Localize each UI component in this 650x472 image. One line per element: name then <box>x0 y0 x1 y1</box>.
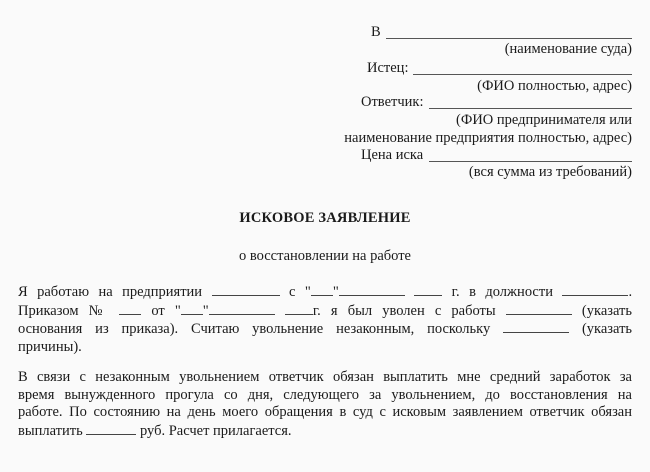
para1-line-1 <box>18 283 632 302</box>
order-number-blank[interactable] <box>119 302 141 315</box>
defendant-hint-1: (ФИО предпринимателя или <box>456 112 632 128</box>
paragraph-employment <box>18 283 632 356</box>
text: Приказом № <box>18 302 110 319</box>
start-day-blank[interactable] <box>311 283 333 296</box>
order-day-blank[interactable] <box>181 302 203 315</box>
text: Я работаю на предприятии <box>18 284 203 300</box>
para2-line-3: работе. По состоянию на день моего обращения в суд с исковым заявлением ответчик обязан <box>18 404 632 420</box>
text: выплатить <box>18 422 83 439</box>
text: " <box>332 284 339 300</box>
document-title: ИСКОВОЕ ЗАЯВЛЕНИЕ <box>239 210 411 226</box>
paragraph-compensation <box>18 369 632 440</box>
amount-blank[interactable] <box>86 422 136 435</box>
document-subtitle: о восстановлении на работе <box>238 248 411 264</box>
order-year-blank[interactable] <box>285 302 313 315</box>
defendant-blank[interactable] <box>429 108 632 109</box>
text: руб. Расчет прилагается. <box>139 422 292 439</box>
text: от " <box>151 302 181 319</box>
plaintiff-label: Истец: <box>367 60 409 76</box>
start-month-blank[interactable] <box>339 283 405 296</box>
order-month-blank[interactable] <box>209 302 275 315</box>
claim-price-hint: (вся сумма из требований) <box>468 164 632 180</box>
para1-line-2 <box>18 302 632 321</box>
dismissal-basis-blank[interactable] <box>506 302 572 315</box>
plaintiff-blank[interactable] <box>413 74 632 75</box>
reason-blank[interactable] <box>503 320 569 333</box>
text: (указать <box>581 302 632 319</box>
start-year-blank[interactable] <box>414 283 442 296</box>
para2-line-1: В связи с незаконным увольнением ответчик обязан выплатить мне средний заработок за <box>18 369 632 385</box>
court-label: В <box>371 24 381 40</box>
defendant-label: Ответчик: <box>361 94 424 110</box>
text: . <box>628 284 633 300</box>
text: с " <box>289 284 311 300</box>
text: г. в должности <box>451 284 553 300</box>
claim-price-label: Цена иска <box>361 147 424 163</box>
court-blank[interactable] <box>386 38 632 39</box>
plaintiff-hint: (ФИО полностью, адрес) <box>477 78 632 94</box>
para1-line-4: причины). <box>18 338 82 355</box>
text: " <box>202 302 209 319</box>
para2-line-2: время вынужденного прогула со дня, следующего за увольнением, до восстановления на <box>18 386 632 403</box>
text: г. я был уволен с работы <box>312 302 496 319</box>
text: основания из приказа). Считаю увольнение незаконным, поскольку <box>18 321 491 337</box>
text: (указать <box>581 321 633 337</box>
para2-line-4 <box>18 422 632 441</box>
claim-price-blank[interactable] <box>429 161 632 162</box>
para1-line-3 <box>18 320 632 339</box>
defendant-hint-2: наименование предприятия полностью, адрес) <box>344 130 632 146</box>
court-hint: (наименование суда) <box>504 41 632 57</box>
position-blank[interactable] <box>562 283 628 296</box>
enterprise-blank[interactable] <box>212 283 280 296</box>
